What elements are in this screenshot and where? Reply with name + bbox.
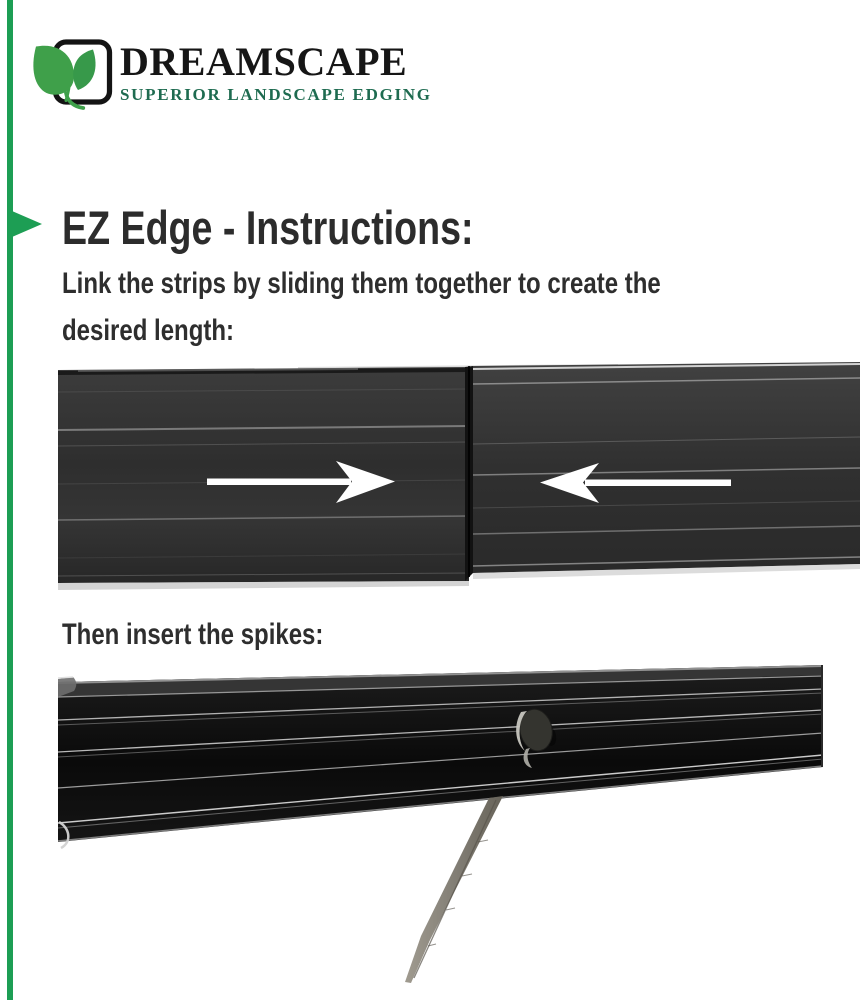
accent-bar (7, 0, 13, 1000)
brand-name: DREAMSCAPE (120, 38, 408, 84)
page-title: EZ Edge - Instructions: (62, 201, 474, 254)
leaf-logo-icon (24, 34, 114, 110)
figure-strip-with-spike (58, 652, 860, 1000)
step2-text: Then insert the spikes: (62, 618, 324, 651)
step1-text: Link the strips by sliding them together to create the desired length: (62, 267, 661, 347)
brand-tagline: SUPERIOR LANDSCAPE EDGING (120, 84, 432, 104)
edging-strip (58, 665, 823, 848)
figure-strips-sliding-together (58, 362, 860, 598)
brand-logo (24, 34, 432, 110)
spike (405, 796, 503, 983)
section-marker-arrow-icon (12, 211, 42, 237)
right-strip (473, 362, 860, 579)
